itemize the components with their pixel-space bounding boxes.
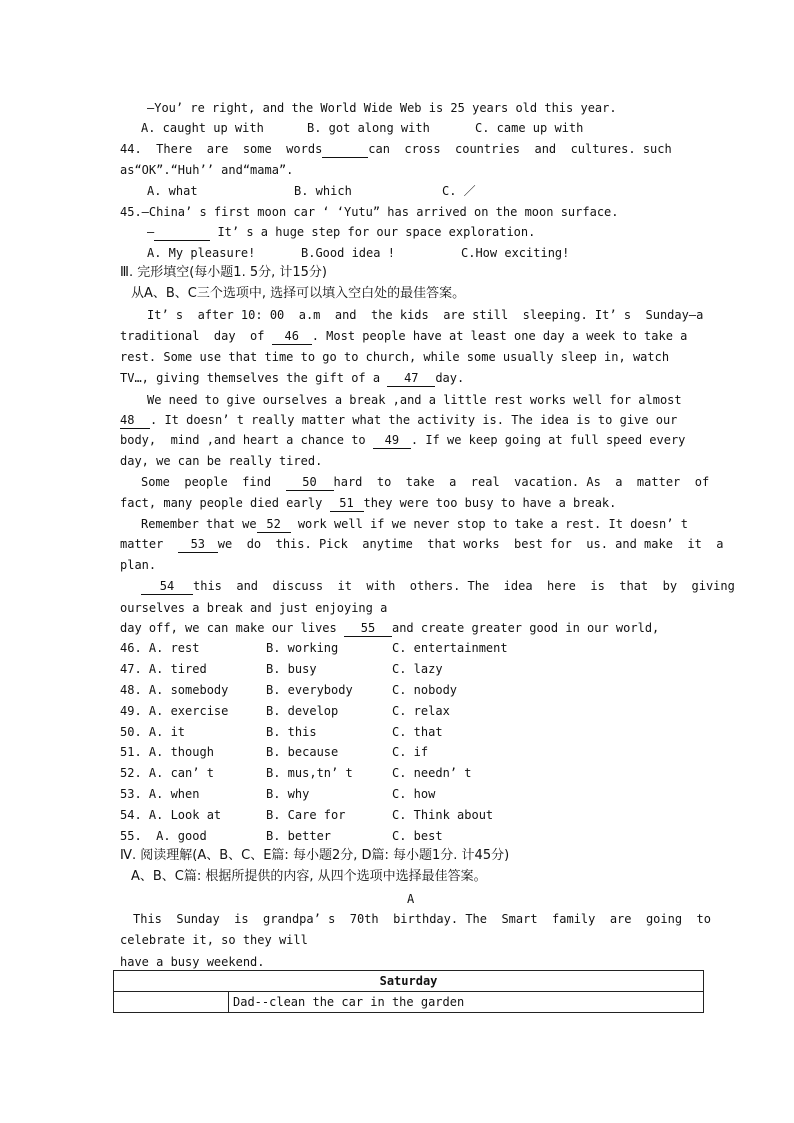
passage-line [141, 578, 735, 595]
q45-text-post: It’ s a huge step for our space exploration. [210, 225, 536, 239]
q45-blank [154, 224, 210, 241]
blank-54: 54 [141, 578, 193, 595]
q45-option-c: C.How exciting! [461, 246, 570, 260]
blank-51: 51 [330, 495, 364, 512]
q45-option-a: A. My pleasure! [147, 246, 256, 260]
option-n: 52. A. can’ t [120, 766, 214, 780]
q44-line2: as“OK”.“Huh’’ and“mama”. [120, 163, 294, 177]
q44-text-pre: 44. There are some words [120, 142, 323, 156]
passage-line [120, 432, 685, 449]
schedule-table [113, 970, 704, 1013]
option-c: C. nobody [392, 683, 458, 697]
option-b: B. Care for [266, 808, 346, 822]
passage-line: plan. [120, 558, 157, 572]
q45-line1: 45.—China’ s first moon car ‘ ‘Yutu” has arrived on the moon surface. [120, 205, 619, 219]
passage-text: Some people find [141, 475, 286, 489]
passage-a-line: have a busy weekend. [120, 955, 265, 969]
option-n: 54. A. Look at [120, 808, 222, 822]
q45-line2 [147, 224, 535, 241]
passage-text: this and discuss it with others. The idea here is that by giving [193, 579, 735, 593]
passage-line [120, 620, 659, 637]
passage-line [141, 474, 709, 491]
option-n: 46. A. rest [120, 641, 200, 655]
option-n: 50. A. it [120, 725, 186, 739]
option-n: 53. A. when [120, 787, 200, 801]
blank-49: 49 [373, 432, 411, 449]
passage-line: rest. Some use that time to go to church, while some usually sleep in, watch [120, 350, 670, 364]
option-b: B. because [266, 745, 339, 759]
option-n: 48. A. somebody [120, 683, 229, 697]
option-c: C. that [392, 725, 443, 739]
passage-line: ourselves a break and just enjoying a [120, 601, 388, 615]
q44-option-c: C. ／ [442, 184, 476, 198]
blank-50: 50 [286, 474, 334, 491]
option-c: C. how [392, 787, 436, 801]
option-c: C. best [392, 829, 443, 843]
q44-line1 [120, 141, 672, 158]
section3-instruction: 从A、B、C三个选项中, 选择可以填入空白处的最佳答案。 [131, 286, 466, 301]
option-c: C. needn’ t [392, 766, 472, 780]
passage-text: . If we keep going at full speed every [410, 433, 686, 447]
blank-47: 47 [387, 370, 435, 387]
option-b: B. why [266, 787, 310, 801]
table-cell-empty [114, 992, 229, 1013]
section4-instruction: A、B、C篇: 根据所提供的内容, 从四个选项中选择最佳答案。 [131, 869, 487, 884]
table-cell: Dad--clean the car in the garden [229, 992, 704, 1013]
q43-option-c: C. came up with [475, 121, 584, 135]
passage-line: day, we can be really tired. [120, 454, 323, 468]
passage-text: . Most people have at least one day a week to take a [311, 329, 688, 343]
q44-option-b: B. which [294, 184, 352, 198]
passage-text: TV…, giving themselves the gift of a [120, 371, 388, 385]
table-header-saturday: Saturday [114, 971, 704, 992]
q45-option-b: B.Good idea ! [301, 246, 395, 260]
passage-text: day off, we can make our lives [120, 621, 344, 635]
option-b: B. better [266, 829, 332, 843]
option-c: C. entertainment [392, 641, 508, 655]
q44-option-a: A. what [147, 184, 198, 198]
q43-option-b: B. got along with [307, 121, 430, 135]
passage-text: hard to take a real vacation. As a matter of [333, 475, 710, 489]
option-n: 51. A. though [120, 745, 214, 759]
passage-line [141, 516, 688, 533]
passage-a-label: A [407, 892, 415, 906]
blank-55: 55 [344, 620, 392, 637]
passage-line [120, 495, 616, 512]
option-n: 49. A. exercise [120, 704, 229, 718]
option-b: B. develop [266, 704, 339, 718]
passage-text: and create greater good in our world, [391, 621, 660, 635]
passage-text: we do this. Pick anytime that works best for us. and make it a [217, 537, 724, 551]
q44-blank [322, 141, 368, 158]
blank-52: 52 [257, 516, 291, 533]
q43-dialog: —You’ re right, and the World Wide Web is 25 years old this year. [147, 101, 617, 115]
passage-text: . It doesn’ t really matter what the activity is. The idea is to give our [150, 413, 678, 427]
table-row [114, 992, 704, 1013]
section3-title: Ⅲ. 完形填空(每小题1. 5分, 计15分) [120, 265, 327, 280]
table-header-row [114, 971, 704, 992]
blank-46: 46 [272, 328, 312, 345]
option-c: C. Think about [392, 808, 494, 822]
passage-line [120, 536, 724, 553]
option-b: B. this [266, 725, 317, 739]
blank-53: 53 [178, 536, 218, 553]
option-c: C. lazy [392, 662, 443, 676]
option-b: B. mus,tn’ t [266, 766, 353, 780]
passage-line [120, 412, 677, 429]
option-c: C. relax [392, 704, 450, 718]
option-c: C. if [392, 745, 429, 759]
section4-title: Ⅳ. 阅读理解(A、B、C、E篇: 每小题2分, D篇: 每小题1分. 计45分) [120, 848, 510, 863]
passage-text: matter [120, 537, 178, 551]
passage-line [120, 370, 464, 387]
passage-line: We need to give ourselves a break ,and a little rest works well for almost [147, 393, 682, 407]
q44-text-post: can cross countries and cultures. such [368, 142, 672, 156]
passage-text: Remember that we [141, 517, 257, 531]
option-n: 55. A. good [120, 829, 207, 843]
blank-48: 48 [120, 412, 150, 429]
q45-dash: — [147, 225, 155, 239]
passage-text: body, mind ,and heart a chance to [120, 433, 373, 447]
option-b: B. busy [266, 662, 317, 676]
passage-line [120, 328, 687, 345]
passage-text: work well if we never stop to take a rest. It doesn’ t [290, 517, 688, 531]
passage-text: fact, many people died early [120, 496, 330, 510]
q43-option-a: A. caught up with [141, 121, 264, 135]
passage-text: they were too busy to have a break. [363, 496, 617, 510]
option-b: B. everybody [266, 683, 353, 697]
option-b: B. working [266, 641, 339, 655]
passage-line: It’ s after 10: 00 a.m and the kids are still sleeping. It’ s Sunday—a [147, 308, 704, 322]
passage-a-line: celebrate it, so they will [120, 933, 308, 947]
passage-a-line: This Sunday is grandpa’ s 70th birthday. The Smart family are going to [133, 912, 711, 926]
passage-text: day. [435, 371, 465, 385]
option-n: 47. A. tired [120, 662, 207, 676]
passage-text: traditional day of [120, 329, 272, 343]
